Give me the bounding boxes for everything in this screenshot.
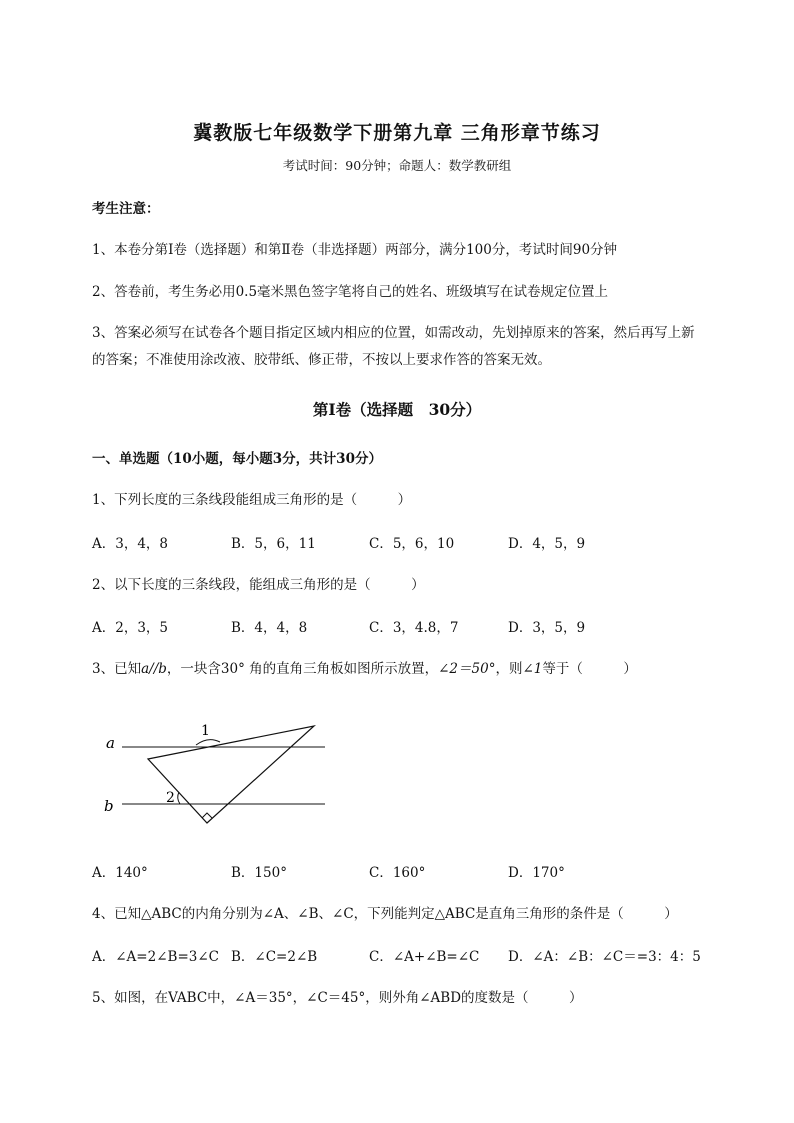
math-expression: ∠1	[522, 661, 543, 677]
stem-text: ，则	[495, 661, 523, 677]
label-angle-1: 1	[201, 723, 210, 739]
option-b[interactable]: B．4，4，8	[231, 620, 308, 636]
option-d[interactable]: D．∠A：∠B：∠C＝=3：4：5	[508, 949, 701, 965]
option-d[interactable]: D．170°	[508, 865, 565, 881]
option-b[interactable]: B．∠C=2∠B	[231, 949, 318, 965]
page-subtitle: 考试时间：90分钟；命题人：数学教研组	[282, 158, 512, 173]
option-b[interactable]: B．5，6，11	[231, 536, 316, 552]
option-a[interactable]: A．∠A=2∠B=3∠C	[92, 949, 219, 965]
stem-text: 3、已知	[92, 661, 142, 677]
option-c[interactable]: C．160°	[369, 865, 426, 881]
question-stem: 4、已知△ABC的内角分别为∠A、∠B、∠C，下列能判定△ABC是直角三角形的条件是（ ）	[92, 906, 678, 922]
option-c[interactable]: C．3，4.8，7	[369, 620, 459, 636]
question-stem: 2、以下长度的三条线段，能组成三角形的是（ ）	[92, 577, 425, 593]
page-title: 冀教版七年级数学下册第九章 三角形章节练习	[193, 122, 601, 144]
triangle	[148, 726, 314, 823]
option-a[interactable]: A．3，4，8	[92, 536, 169, 552]
stem-text: ，一块含30° 角的直角三角板如图所示放置，	[166, 661, 439, 677]
math-expression: ∠2＝50°	[438, 661, 496, 677]
notice-heading: 考生注意：	[92, 201, 160, 217]
option-c[interactable]: C．∠A+∠B=∠C	[369, 949, 480, 965]
notice-item: 2、答卷前，考生务必用0.5毫米黑色签字笔将自己的姓名、班级填写在试卷规定位置上	[92, 284, 609, 300]
option-b[interactable]: B．150°	[231, 865, 287, 881]
stem-text: 等于（ ）	[542, 661, 637, 677]
right-angle-mark	[202, 813, 212, 818]
option-d[interactable]: D．3，5，9	[508, 620, 586, 636]
section-title: 第I卷（选择题 30分）	[312, 400, 482, 419]
label-b: b	[104, 797, 114, 815]
option-a[interactable]: A．140°	[92, 865, 148, 881]
label-angle-2: 2	[166, 790, 175, 806]
option-d[interactable]: D．4，5，9	[508, 536, 586, 552]
math-expression: a//b	[141, 661, 167, 677]
question-stem	[92, 663, 637, 677]
parallel-lines-figure	[100, 718, 330, 830]
option-c[interactable]: C．5，6，10	[369, 536, 455, 552]
part-heading: 一、单选题（10小题，每小题3分，共计30分）	[92, 451, 382, 467]
notice-item: 3、答案必须写在试卷各个题目指定区域内相应的位置，如需改动，先划掉原来的答案，然后再写上新	[92, 325, 695, 341]
angle-1-arc	[196, 740, 220, 745]
label-a: a	[106, 734, 115, 752]
notice-item: 的答案；不准使用涂改液、胶带纸、修正带，不按以上要求作答的答案无效。	[92, 352, 551, 368]
question-stem: 1、下列长度的三条线段能组成三角形的是（ ）	[92, 492, 412, 508]
option-a[interactable]: A．2，3，5	[92, 620, 169, 636]
question-stem: 5、如图，在VABC中，∠A＝35°，∠C＝45°，则外角∠ABD的度数是（ ）	[92, 990, 583, 1006]
notice-item: 1、本卷分第I卷（选择题）和第Ⅱ卷（非选择题）两部分，满分100分，考试时间90分钟	[92, 242, 618, 258]
